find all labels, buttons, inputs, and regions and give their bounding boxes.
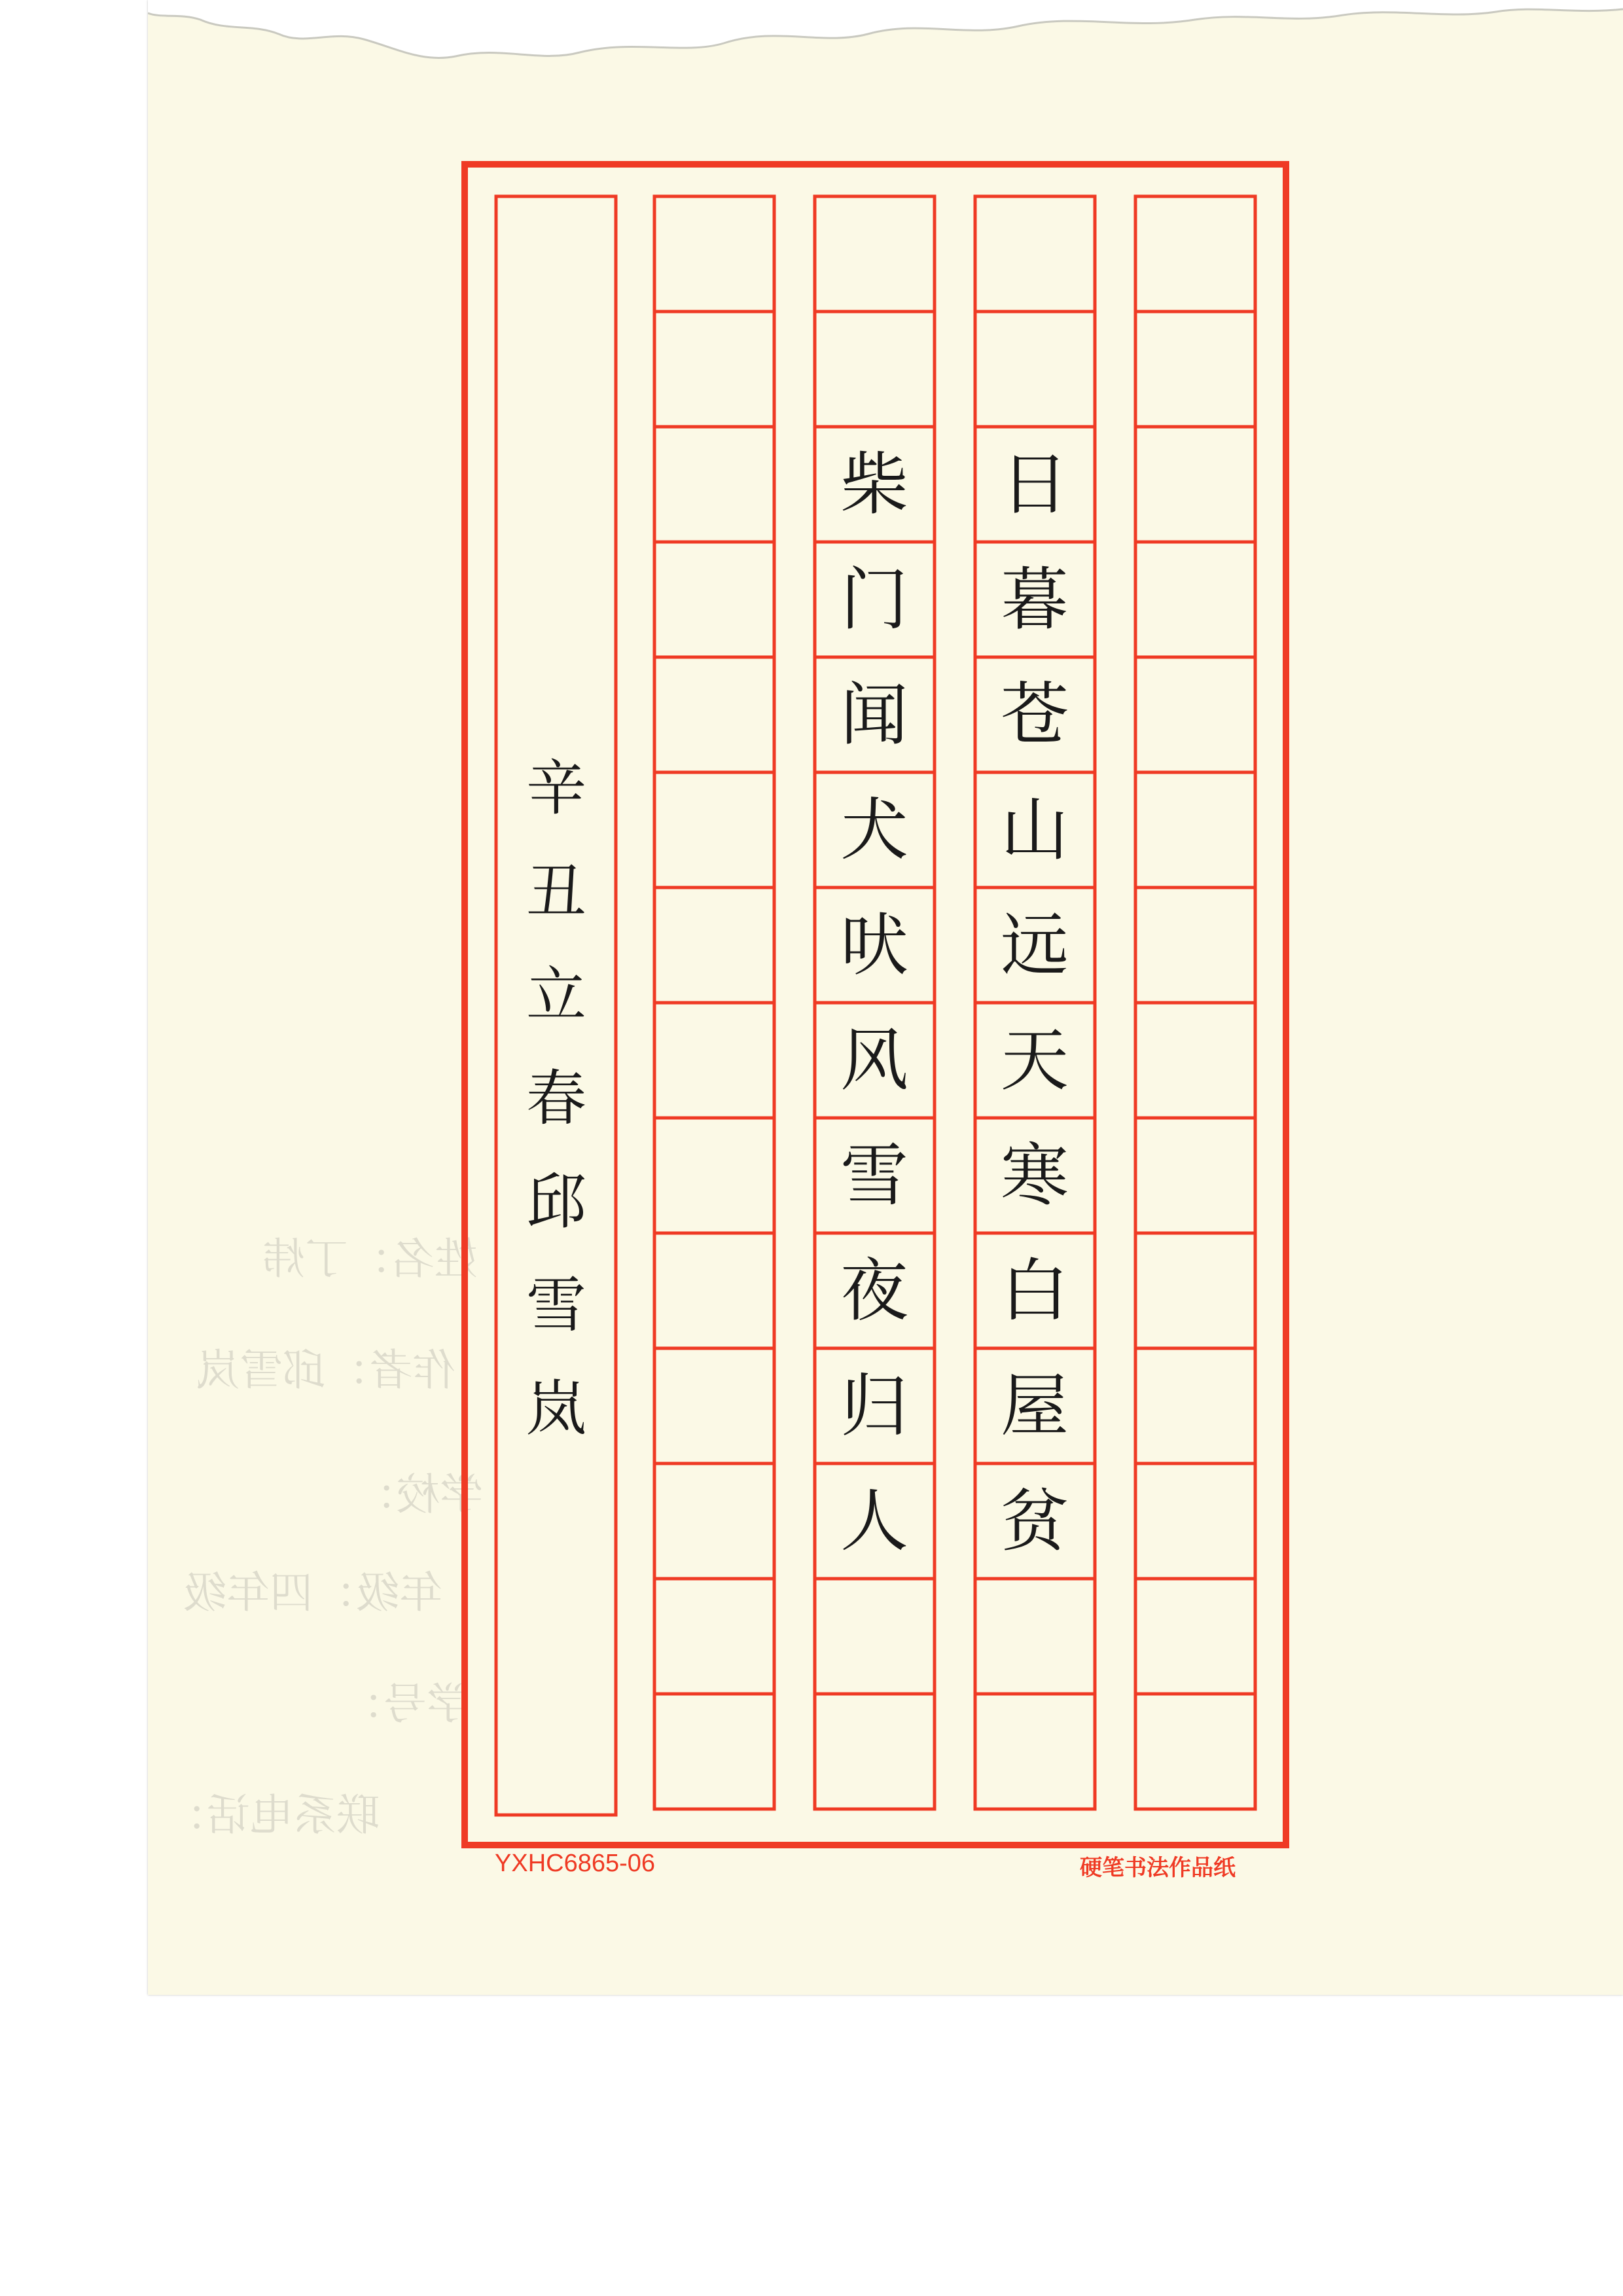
poem-column-1-char: 寒 [1000, 1136, 1069, 1215]
poem-column-2-char: 犬 [840, 790, 908, 870]
show-through-line-4: 年级：四年级 [183, 1568, 442, 1618]
poem-column-2-char: 闻 [840, 675, 908, 755]
poem-column-1-char: 贫 [1000, 1481, 1069, 1561]
show-through-line-3: 学校： [353, 1469, 483, 1520]
poem-column-2-char: 门 [840, 560, 908, 639]
poem-column-2-char: 夜 [840, 1251, 908, 1331]
show-through-line-6: 联系电话： [164, 1790, 380, 1840]
poem-column-1-char: 山 [1000, 790, 1069, 870]
poem-column-2-char: 归 [840, 1366, 908, 1446]
signature-char: 邱 [526, 1167, 586, 1237]
signature-char: 辛 [526, 753, 586, 823]
signature-char: 丑 [526, 857, 586, 927]
poem-column-2-char: 风 [840, 1020, 908, 1100]
show-through-line-2: 作者：邱雪岚 [196, 1345, 455, 1395]
poem-column-1-char: 苍 [1000, 675, 1069, 755]
signature-char: 春 [526, 1064, 586, 1134]
signature-char: 岚 [526, 1374, 586, 1444]
poem-column-1-char: 远 [1000, 905, 1069, 985]
poem-column-1-char: 白 [1000, 1251, 1069, 1331]
signature-char: 立 [526, 960, 586, 1030]
signature-char: 雪 [526, 1270, 586, 1340]
poem-column-2-char: 柴 [840, 444, 908, 524]
poem-column-2-char: 吠 [840, 905, 908, 985]
show-through-line-1: 姓名：丁炜 [262, 1234, 478, 1284]
paper-product-title: 硬笔书法作品纸 [1080, 1855, 1236, 1881]
poem-column-1-char: 暮 [1000, 560, 1069, 639]
show-through-line-5: 学号： [340, 1679, 470, 1729]
poem-column-2-char: 人 [840, 1481, 908, 1561]
grid-columns [654, 196, 1255, 1809]
poem-column-1-char: 天 [1000, 1020, 1069, 1100]
poem-column-1-char: 屋 [1000, 1366, 1069, 1446]
poem-column-1-char: 日 [1000, 444, 1069, 524]
paper-product-code: YXHC6865-06 [495, 1850, 656, 1877]
poem-column-2-char: 雪 [840, 1136, 908, 1215]
